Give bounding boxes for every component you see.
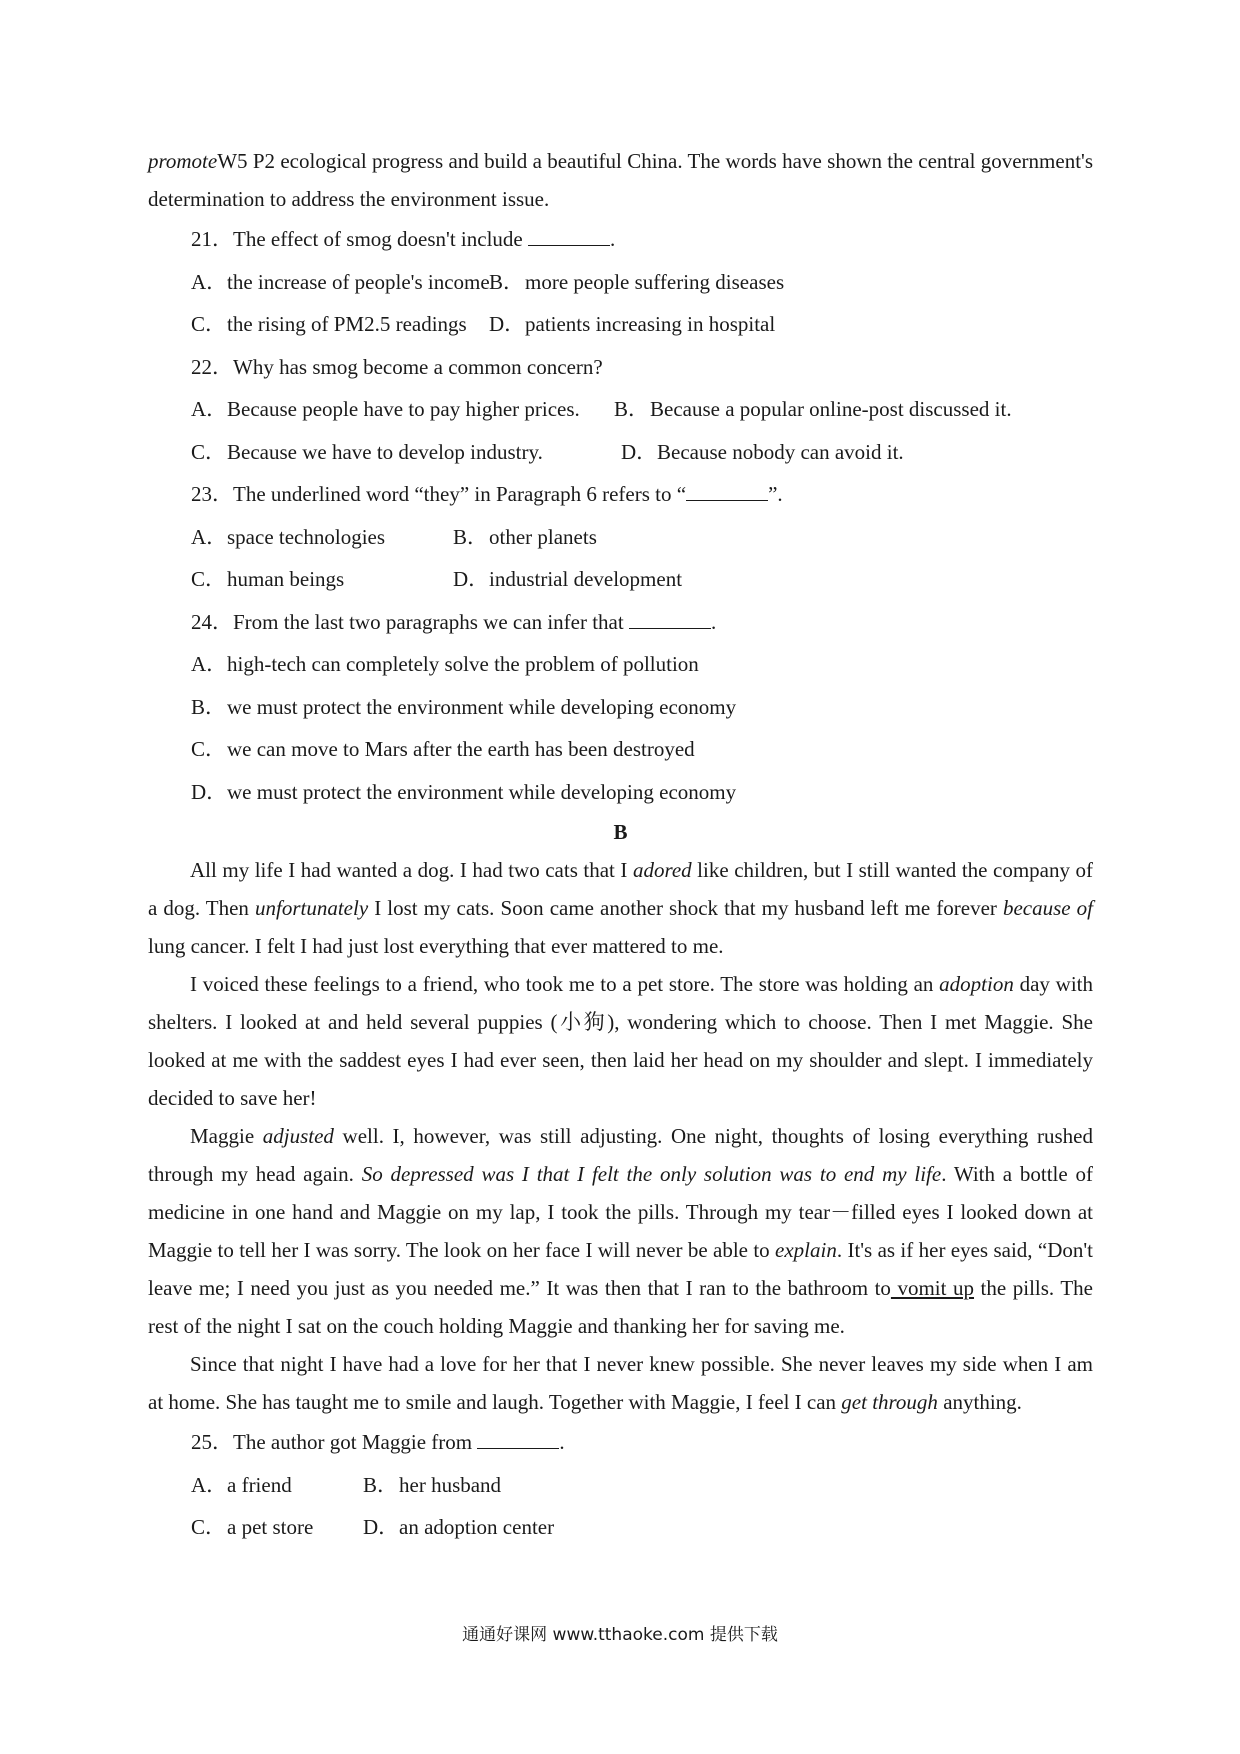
question-21 (148, 218, 1093, 261)
page-content (148, 142, 1093, 1549)
question-stem: 24．From the last two paragraphs we can infer that (191, 609, 629, 634)
intro-paragraph (148, 142, 1093, 218)
option-d: D．patients increasing in hospital (489, 312, 776, 336)
answer-blank (686, 482, 768, 501)
intro-italic: promote (148, 149, 218, 173)
underlined-phrase: vomit up (890, 1276, 975, 1300)
question-end: ”. (768, 482, 783, 506)
option-c: C．we can move to Mars after the earth has been destroyed (191, 737, 695, 761)
options-25-row-1 (148, 1464, 1093, 1507)
passage-paragraph-1: All my life I had wanted a dog. I had two cats that I adored like children, but I still wanted the company of a dog. Then unfortunately I lost my cats. Soon came another shock that my husband left me forever because of lung cancer. I felt I had just lost everything that ever mattered to me. (148, 858, 1093, 958)
question-24 (148, 601, 1093, 644)
page-footer: 通通好课网 www.tthaoke.com 提供下载 (462, 1625, 778, 1645)
option-d: D．industrial development (453, 567, 683, 591)
question-end: . (559, 1430, 565, 1454)
options-21-row-1 (148, 261, 1093, 304)
option-c: C．human beings (191, 567, 345, 591)
option-a: A．high-tech can completely solve the problem of pollution (191, 652, 699, 676)
passage-paragraph-3: Maggie adjusted well. I, however, was still adjusting. One night, thoughts of losing everything rushed through my head again. So depressed was I that I felt the only solution was to end my life. With a bottle of medicine in one hand and Maggie on my lap, I took the pills. Through my tear－filled eyes I looked down at Maggie to tell her I was sorry. The look on her face I will never be able to explain. It's as if her eyes said, “Don't leave me; I need you just as you needed me.” It was then that I ran to the bathroom to vomit up the pills. The rest of the night I sat on the couch holding Maggie and thanking her for saving me. (148, 1124, 1093, 1338)
option-b: B．Because a popular online-post discussed it. (614, 397, 1012, 421)
option-b: B．more people suffering diseases (489, 269, 785, 294)
option-b: B．we must protect the environment while developing economy (191, 694, 737, 719)
passage-paragraph-2: I voiced these feelings to a friend, who took me to a pet store. The store was holding an adoption day with shelters. I looked at and held several puppies (小狗), wondering which to choose. Then I met Maggie. She looked at me with the saddest eyes I had ever seen, then laid her head on my shoulder and slept. I immediately decided to save her! (148, 972, 1093, 1110)
options-23-row-1 (148, 516, 1093, 559)
option-d: D．we must protect the environment while developing economy (191, 779, 737, 804)
option-a: A．space technologies (191, 524, 386, 549)
option-a: A．Because people have to pay higher prices. (191, 397, 580, 421)
option-a: A．the increase of people's income (191, 269, 490, 294)
options-21-row-2 (148, 303, 1093, 346)
options-25-row-2 (148, 1506, 1093, 1549)
options-22-row-1 (148, 388, 1093, 431)
question-end: . (710, 609, 717, 634)
option-a: A．a friend (191, 1472, 292, 1497)
question-25 (148, 1421, 1093, 1464)
passage-paragraph-4: Since that night I have had a love for her that I never knew possible. She never leaves my side when I am at home. She has taught me to smile and laugh. Together with Maggie, I feel I can get through anything. (148, 1352, 1093, 1414)
answer-blank (629, 610, 711, 629)
question-end: . (609, 227, 616, 251)
option-c: C．a pet store (191, 1515, 314, 1539)
options-23-row-2 (148, 558, 1093, 601)
question-stem: 23．The underlined word “they” in Paragraph 6 refers to “ (191, 482, 687, 506)
question-stem: 21．The effect of smog doesn't include (191, 227, 528, 251)
answer-blank (528, 227, 610, 246)
options-22-row-2 (148, 431, 1093, 474)
section-heading: B (613, 820, 628, 844)
option-b: B．her husband (363, 1472, 502, 1497)
option-d: D．Because nobody can avoid it. (621, 439, 904, 464)
answer-blank (477, 1430, 559, 1449)
question-22: 22．Why has smog become a common concern? (191, 354, 603, 379)
intro-text: W5 P2 ecological progress and build a beautiful China. The words have shown the central government's determination to address the environment issue. (148, 149, 1093, 211)
option-c: C．Because we have to develop industry. (191, 439, 543, 464)
option-c: C．the rising of PM2.5 readings (191, 312, 467, 336)
question-stem: 25．The author got Maggie from (191, 1430, 478, 1454)
option-b: B．other planets (453, 524, 597, 549)
question-23 (148, 473, 1093, 516)
option-d: D．an adoption center (363, 1515, 555, 1539)
